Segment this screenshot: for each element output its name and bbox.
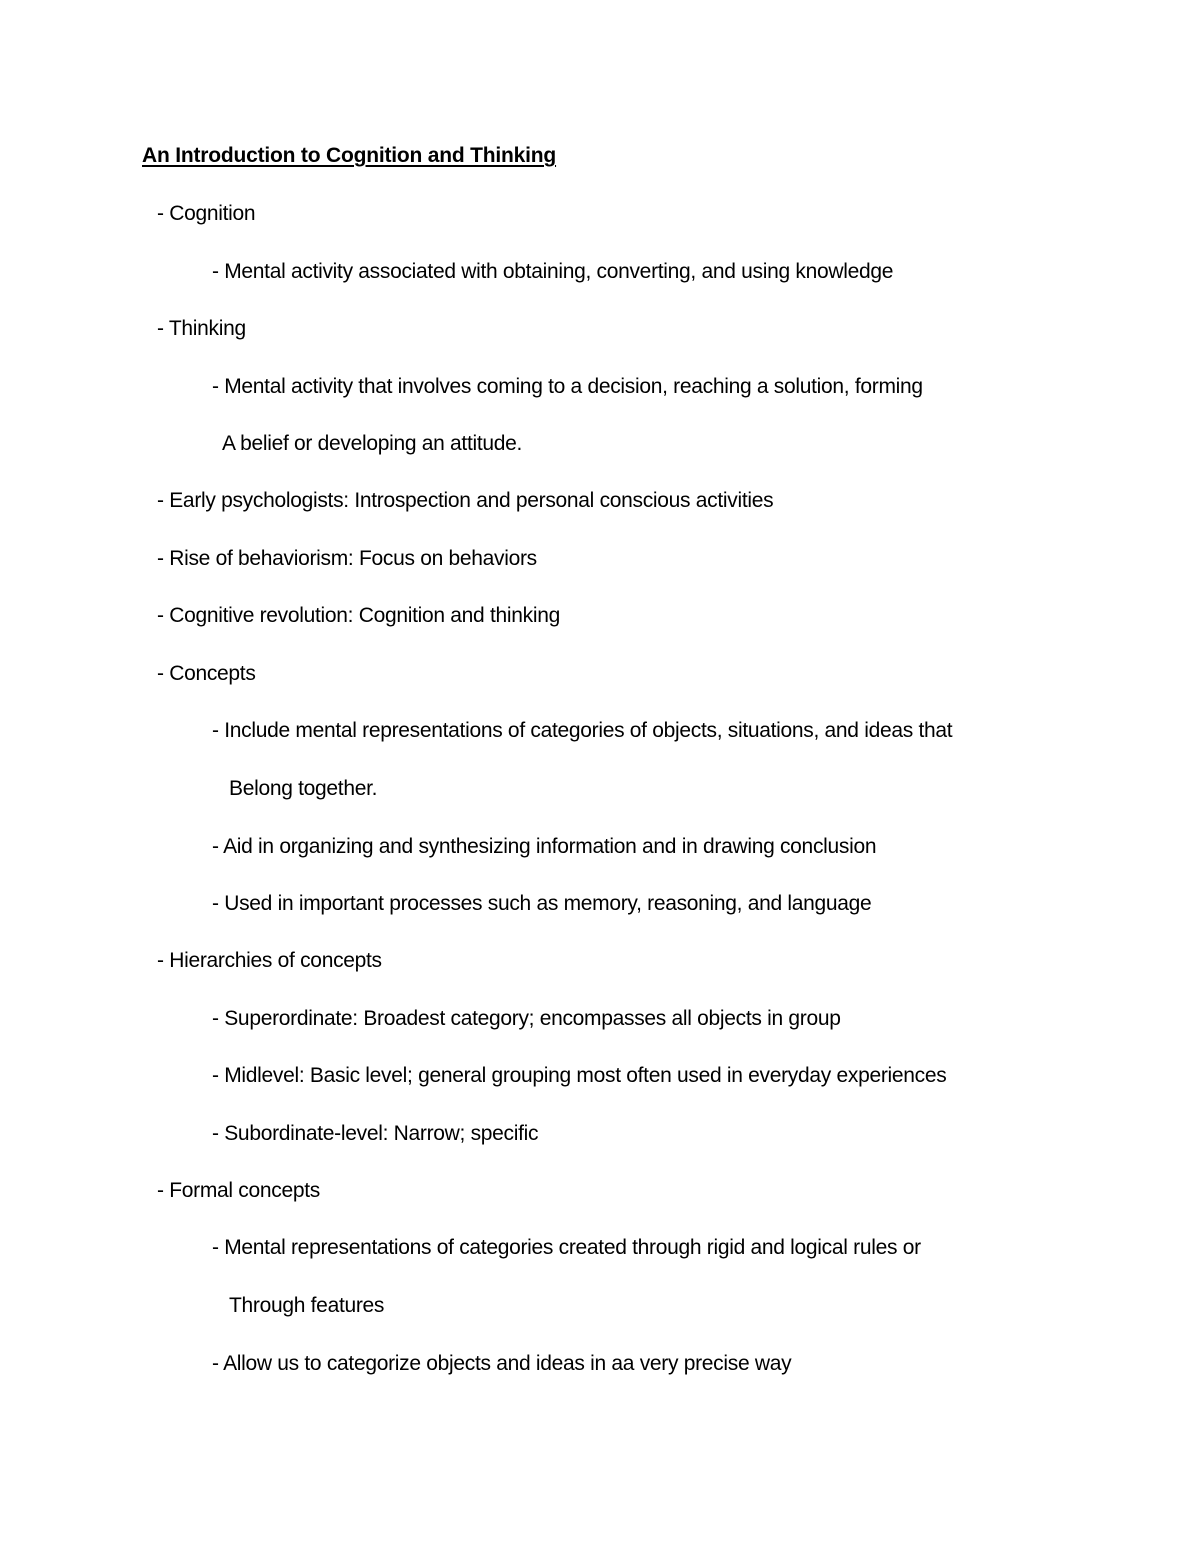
bullet-line: - Cognitive revolution: Cognition and thinking (157, 604, 560, 627)
sub-bullet-line: - Used in important processes such as memory, reasoning, and language (212, 892, 872, 915)
bullet-line: - Cognition (157, 202, 256, 225)
bullet-line: - Concepts (157, 662, 256, 685)
sub-bullet-line: - Mental representations of categories created through rigid and logical rules or (212, 1236, 921, 1259)
sub-bullet-line: - Subordinate-level: Narrow; specific (212, 1122, 539, 1145)
bullet-line: - Formal concepts (157, 1179, 320, 1202)
continuation-line: Belong together. (229, 777, 378, 800)
document-title: An Introduction to Cognition and Thinking (142, 144, 557, 167)
sub-bullet-line: - Aid in organizing and synthesizing information and in drawing conclusion (212, 835, 877, 858)
continuation-line: A belief or developing an attitude. (222, 432, 523, 455)
sub-bullet-line: - Midlevel: Basic level; general grouping most often used in everyday experiences (212, 1064, 947, 1087)
bullet-line: - Early psychologists: Introspection and personal conscious activities (157, 489, 774, 512)
sub-bullet-line: - Include mental representations of categories of objects, situations, and ideas that (212, 719, 953, 742)
bullet-line: - Thinking (157, 317, 246, 340)
sub-bullet-line: - Allow us to categorize objects and ideas in aa very precise way (212, 1352, 792, 1375)
sub-bullet-line: - Superordinate: Broadest category; encompasses all objects in group (212, 1007, 841, 1030)
sub-bullet-line: - Mental activity that involves coming to a decision, reaching a solution, forming (212, 375, 923, 398)
continuation-line: Through features (229, 1294, 385, 1317)
bullet-line: - Hierarchies of concepts (157, 949, 382, 972)
sub-bullet-line: - Mental activity associated with obtaining, converting, and using knowledge (212, 260, 894, 283)
bullet-line: - Rise of behaviorism: Focus on behaviors (157, 547, 537, 570)
